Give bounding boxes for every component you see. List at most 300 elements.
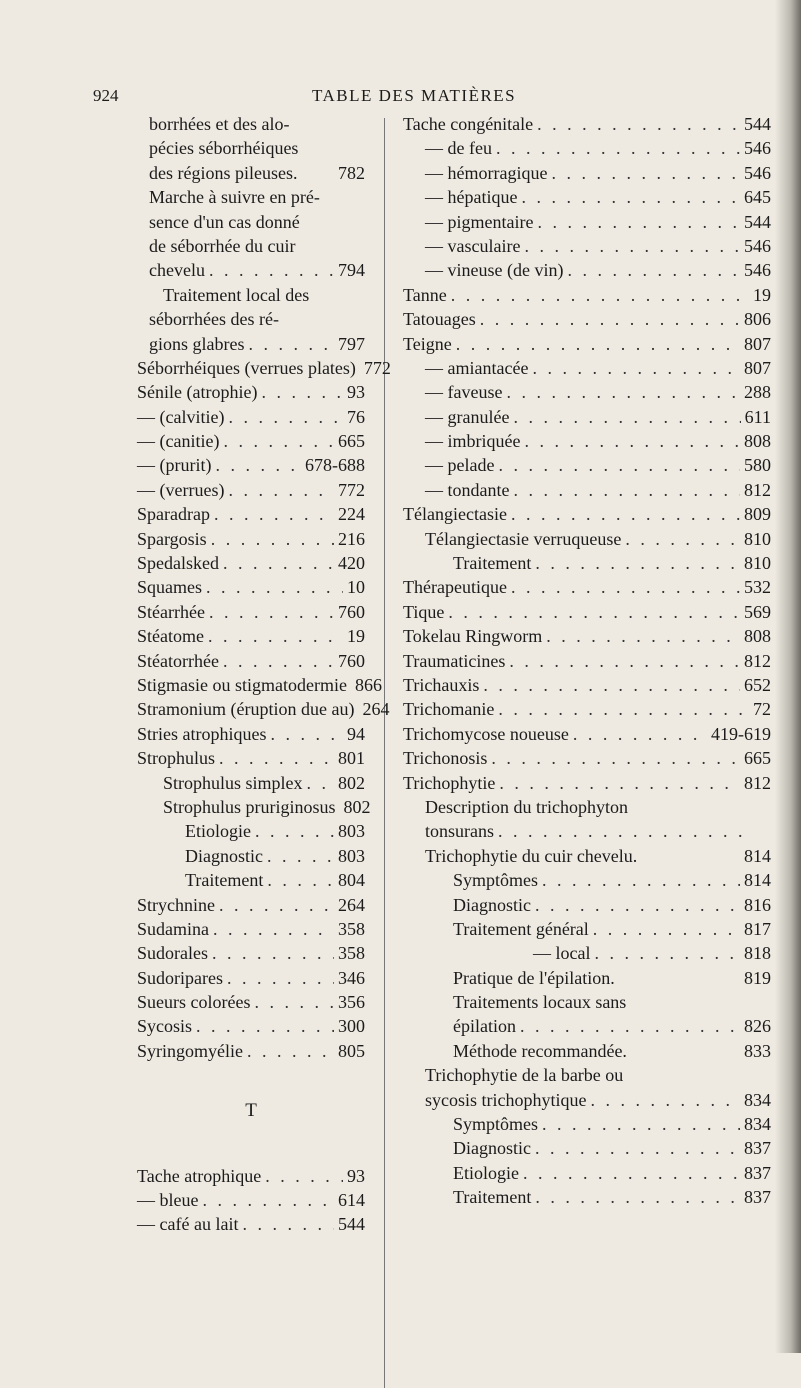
dot-leader [215, 453, 301, 477]
entry-term: — pigmentaire [425, 211, 534, 232]
dot-leader [209, 600, 334, 624]
index-entry [137, 210, 365, 234]
entry-term: Etiologie [453, 1162, 519, 1183]
index-entry [137, 161, 365, 185]
entry-term: sence d'un cas donné [149, 211, 300, 232]
entry-page-number: 808 [744, 626, 771, 647]
entry-term: Télangiectasie verruqueuse [425, 528, 622, 549]
entry-page-number: 812 [744, 772, 771, 793]
entry-page-number: 72 [753, 699, 771, 720]
entry-page-number: 794 [338, 260, 365, 281]
dot-leader [451, 283, 749, 307]
dot-leader [535, 551, 740, 575]
index-entry [403, 1088, 771, 1112]
dot-leader [209, 258, 334, 282]
dot-leader [513, 478, 740, 502]
entry-term: Sycosis [137, 1016, 193, 1037]
index-entry [403, 380, 771, 404]
entry-term: — faveuse [425, 382, 503, 403]
entry-page-number: 614 [338, 1190, 365, 1211]
dot-leader [498, 697, 749, 721]
entry-term: — granulée [425, 406, 510, 427]
entry-page-number: 866 [354, 674, 382, 695]
entry-term: Traitement [453, 553, 532, 574]
entry-page-number: 76 [347, 406, 365, 427]
entry-term: tonsurans [425, 821, 494, 842]
entry-term: Thérapeutique [403, 577, 507, 598]
index-entry [137, 307, 365, 331]
index-entry [137, 893, 365, 917]
dot-leader [219, 746, 334, 770]
entry-term: — hépatique [425, 187, 518, 208]
dot-leader [542, 868, 740, 892]
index-entry [137, 673, 382, 697]
entry-term: Strophulus simplex [163, 772, 303, 793]
entry-page-number: 356 [338, 992, 365, 1013]
index-entry [403, 429, 771, 453]
index-entry [403, 697, 771, 721]
entry-term: Stigmasie ou stigmatodermie [137, 674, 347, 695]
index-entry [403, 283, 771, 307]
dot-leader [248, 332, 334, 356]
dot-leader [590, 1088, 740, 1112]
entry-page-number: 816 [744, 894, 771, 915]
index-column-right [403, 112, 771, 1210]
dot-leader [267, 868, 334, 892]
dot-leader [212, 941, 334, 965]
index-entry [137, 234, 365, 258]
index-entry [137, 380, 365, 404]
index-entry [137, 1014, 365, 1038]
entry-page-number: 358 [338, 918, 365, 939]
entry-page-number: 10 [347, 577, 365, 598]
index-entry [137, 624, 365, 648]
dot-leader [448, 600, 740, 624]
entry-page-number: 19 [347, 626, 365, 647]
entry-term: Tanne [403, 284, 447, 305]
index-entry [403, 210, 771, 234]
index-entry [137, 649, 365, 673]
page-number: 924 [93, 86, 119, 105]
dot-leader [542, 1112, 740, 1136]
entry-term: Strophulus [137, 748, 216, 769]
dot-leader [247, 1039, 334, 1063]
entry-term: Spargosis [137, 528, 207, 549]
entry-term: — vineuse (de vin) [425, 260, 564, 281]
dot-leader [625, 527, 740, 551]
entry-term: Traumaticines [403, 650, 506, 671]
index-entry [137, 453, 365, 477]
index-entry [403, 356, 771, 380]
entry-term: — café au lait [137, 1214, 239, 1235]
index-entry [403, 868, 771, 892]
entry-term: Strophulus pruriginosus [163, 796, 336, 817]
dot-leader [594, 941, 740, 965]
dot-leader [242, 1212, 334, 1236]
dot-leader [523, 1161, 740, 1185]
dot-leader [270, 722, 343, 746]
index-entry [403, 893, 771, 917]
index-entry [137, 1039, 365, 1063]
index-entry [403, 1014, 771, 1038]
entry-page-number: 19 [753, 284, 771, 305]
entry-term: Stéatorrhée [137, 650, 219, 671]
index-entry [137, 697, 390, 721]
entry-term: Traitement [453, 1187, 532, 1208]
entry-term: Syringomyélie [137, 1040, 243, 1061]
index-entry [403, 332, 771, 356]
index-entry [403, 112, 771, 136]
entry-term: Etiologie [185, 821, 251, 842]
index-entry [137, 1188, 365, 1212]
entry-term: — imbriquée [425, 431, 521, 452]
index-entry [403, 771, 771, 795]
dot-leader [196, 1014, 334, 1038]
entry-term: Trichophytie du cuir chevelu. [425, 845, 638, 866]
entry-page-number: 346 [338, 967, 365, 988]
entry-term: — local [533, 943, 591, 964]
index-entry [137, 844, 365, 868]
entry-term: — (verrues) [137, 479, 225, 500]
dot-leader [223, 649, 334, 673]
index-entry [403, 819, 771, 843]
entry-term: Trichomanie [403, 699, 495, 720]
entry-term: Tique [403, 601, 445, 622]
entry-page-number: 826 [744, 1016, 771, 1037]
index-entry [403, 1063, 771, 1087]
dot-leader [535, 1136, 740, 1160]
index-entry [137, 1212, 365, 1236]
dot-leader [546, 624, 740, 648]
index-entry [137, 868, 365, 892]
entry-term: Tokelau Ringworm [403, 626, 543, 647]
index-entry [137, 551, 365, 575]
index-entry [137, 283, 365, 307]
entry-page-number: 264 [362, 699, 390, 720]
index-entry [137, 258, 365, 282]
entry-term: Symptômes [453, 870, 539, 891]
entry-page-number: 837 [744, 1162, 771, 1183]
section-spacer [137, 1134, 365, 1164]
entry-page-number: 803 [338, 821, 365, 842]
entry-term: Spedalsked [137, 553, 219, 574]
index-entry [403, 575, 771, 599]
index-entry [403, 453, 771, 477]
dot-leader [223, 429, 334, 453]
dot-leader [537, 210, 740, 234]
entry-page-number: 804 [338, 870, 365, 891]
dot-leader [499, 771, 740, 795]
entry-page-number: 834 [744, 1114, 771, 1135]
index-entry [403, 502, 771, 526]
page-edge-shadow [775, 0, 801, 1353]
entry-page-number: 546 [744, 235, 771, 256]
dot-leader [511, 502, 740, 526]
entry-term: Sparadrap [137, 504, 210, 525]
index-entry [403, 161, 771, 185]
entry-page-number: 782 [338, 162, 365, 183]
dot-leader [211, 527, 334, 551]
entry-term: Traitements locaux sans [453, 992, 627, 1013]
index-column-left [137, 112, 391, 1237]
entry-term: Trichonosis [403, 748, 488, 769]
entry-page-number: 532 [744, 577, 771, 598]
entry-page-number: 814 [744, 845, 771, 866]
entry-page-number: 93 [347, 1165, 365, 1186]
entry-page-number: 419-619 [711, 723, 771, 744]
entry-page-number: 802 [343, 796, 371, 817]
dot-leader [491, 746, 740, 770]
dot-leader [480, 307, 740, 331]
entry-term: Télangiectasie [403, 504, 507, 525]
dot-leader [524, 429, 740, 453]
entry-term: — de feu [425, 138, 492, 159]
running-title: TABLE DES MATIÈRES [312, 86, 517, 105]
entry-page-number: 807 [744, 333, 771, 354]
index-entry [137, 771, 365, 795]
index-entry [137, 527, 365, 551]
index-entry [137, 332, 365, 356]
dot-leader [208, 624, 343, 648]
entry-page-number: 837 [744, 1138, 771, 1159]
entry-term: Diagnostic [185, 845, 263, 866]
index-entry [403, 234, 771, 258]
index-entry [137, 990, 365, 1014]
index-entry [403, 746, 771, 770]
index-entry [403, 722, 771, 746]
entry-page-number: 797 [338, 333, 365, 354]
entry-page-number: 645 [744, 187, 771, 208]
index-entry [403, 405, 771, 429]
dot-leader [261, 380, 343, 404]
entry-page-number: 772 [363, 357, 391, 378]
index-entry [137, 966, 365, 990]
dot-leader [520, 1014, 740, 1038]
index-entry [403, 307, 771, 331]
index-entry [137, 136, 365, 160]
index-entry [137, 356, 391, 380]
entry-term: Stramonium (éruption due au) [137, 699, 355, 720]
entry-page-number: 810 [744, 528, 771, 549]
entry-term: Description du trichophyton [425, 796, 628, 817]
entry-term: Sudorales [137, 943, 208, 964]
entry-term: Trichauxis [403, 674, 480, 695]
index-entry [403, 551, 771, 575]
entry-page-number: 819 [744, 967, 771, 988]
index-entry [403, 478, 771, 502]
entry-term: Strychnine [137, 894, 215, 915]
entry-term: des régions pileuses. [149, 162, 298, 183]
entry-term: Sénile (atrophie) [137, 382, 258, 403]
dot-leader [227, 966, 334, 990]
index-entry [137, 795, 371, 819]
index-entry [137, 429, 365, 453]
entry-term: Pratique de l'épilation. [453, 967, 615, 988]
entry-page-number: 544 [338, 1214, 365, 1235]
entry-term: Tache atrophique [137, 1165, 262, 1186]
dot-leader [498, 453, 740, 477]
dot-leader [513, 405, 740, 429]
entry-term: Tatouages [403, 309, 476, 330]
entry-page-number: 812 [744, 479, 771, 500]
entry-term: Teigne [403, 333, 452, 354]
dot-leader [567, 258, 740, 282]
entry-page-number: 678-688 [305, 455, 365, 476]
entry-term: de séborrhée du cuir [149, 235, 296, 256]
entry-page-number: 665 [744, 748, 771, 769]
entry-page-number: 569 [744, 601, 771, 622]
index-entry [403, 1136, 771, 1160]
dot-leader [496, 136, 740, 160]
index-entry [403, 795, 771, 819]
entry-page-number: 288 [744, 382, 771, 403]
entry-page-number: 772 [338, 479, 365, 500]
entry-page-number: 546 [744, 138, 771, 159]
dot-leader [206, 575, 343, 599]
entry-term: Symptômes [453, 1114, 539, 1135]
entry-term: Tache congénitale [403, 114, 534, 134]
entry-term: — (canitie) [137, 431, 220, 452]
entry-term: Trichophytie [403, 772, 496, 793]
index-entry [137, 600, 365, 624]
index-entry [137, 405, 365, 429]
entry-term: chevelu [149, 260, 205, 281]
index-entry [403, 1112, 771, 1136]
dot-leader [511, 575, 740, 599]
entry-term: — vasculaire [425, 235, 521, 256]
dot-leader [255, 819, 334, 843]
index-entry [403, 649, 771, 673]
entry-term: — (calvitie) [137, 406, 225, 427]
entry-term: Trichomycose noueuse [403, 723, 569, 744]
entry-term: séborrhées des ré- [149, 309, 279, 330]
index-entry [403, 185, 771, 209]
entry-page-number: 760 [338, 650, 365, 671]
entry-term: Stries atrophiques [137, 723, 267, 744]
entry-term: Trichophytie de la barbe ou [425, 1065, 624, 1086]
entry-page-number: 93 [347, 382, 365, 403]
dot-leader [593, 917, 740, 941]
dot-leader [307, 771, 334, 795]
entry-page-number: 224 [338, 504, 365, 525]
dot-leader [265, 1164, 343, 1188]
section-spacer [137, 1063, 365, 1087]
index-entry [137, 185, 365, 209]
entry-page-number: 611 [744, 406, 771, 427]
entry-page-number: 94 [347, 723, 365, 744]
entry-term: borrhées et des alo- [149, 114, 290, 134]
entry-page-number: 812 [744, 650, 771, 671]
entry-term: — amiantacée [425, 357, 529, 378]
dot-leader [456, 332, 740, 356]
entry-page-number: 801 [338, 748, 365, 769]
index-entry [403, 1161, 771, 1185]
entry-page-number: 665 [338, 431, 365, 452]
entry-term: Diagnostic [453, 894, 531, 915]
entry-page-number: 216 [338, 528, 365, 549]
entry-term: Sueurs colorées [137, 992, 251, 1013]
dot-leader [223, 551, 334, 575]
column-divider [384, 118, 385, 1388]
index-entry [137, 1164, 365, 1188]
dot-leader [267, 844, 334, 868]
dot-leader [228, 405, 343, 429]
entry-term: Squames [137, 577, 202, 598]
entry-term: épilation [453, 1016, 516, 1037]
dot-leader [537, 112, 740, 136]
entry-page-number: 814 [744, 870, 771, 891]
index-entry [403, 917, 771, 941]
index-entry [403, 527, 771, 551]
entry-term: — pelade [425, 455, 495, 476]
entry-page-number: 805 [338, 1040, 365, 1061]
entry-term: Stéarrhée [137, 601, 205, 622]
entry-page-number: 420 [338, 553, 365, 574]
index-entry [137, 746, 365, 770]
entry-term: Séborrhéiques (verrues plates) [137, 357, 356, 378]
index-entry [403, 844, 771, 868]
dot-leader [524, 234, 740, 258]
index-entry [137, 502, 365, 526]
dot-leader [254, 990, 334, 1014]
dot-leader [573, 722, 707, 746]
dot-leader [535, 893, 740, 917]
entry-page-number: 652 [744, 674, 771, 695]
index-entry [137, 917, 365, 941]
index-entry [137, 722, 365, 746]
index-entry [137, 819, 365, 843]
entry-page-number: 818 [744, 943, 771, 964]
entry-term: Marche à suivre en pré- [149, 187, 320, 208]
index-entry [403, 673, 771, 697]
entry-page-number: 806 [744, 309, 771, 330]
entry-page-number: 264 [338, 894, 365, 915]
dot-leader [535, 1185, 740, 1209]
entry-term: Traitement local des [163, 284, 310, 305]
entry-term: Diagnostic [453, 1138, 531, 1159]
index-entry [403, 136, 771, 160]
dot-leader [228, 478, 334, 502]
entry-page-number: 580 [744, 455, 771, 476]
dot-leader [509, 649, 740, 673]
dot-leader [506, 380, 740, 404]
entry-term: pécies séborrhéiques [149, 138, 299, 159]
entry-term: gions glabres [149, 333, 245, 354]
index-entry [403, 258, 771, 282]
entry-page-number: 546 [744, 260, 771, 281]
entry-page-number: 544 [744, 114, 771, 134]
entry-page-number: 837 [744, 1187, 771, 1208]
index-entry [137, 112, 365, 136]
entry-term: Sudamina [137, 918, 209, 939]
index-entry [403, 600, 771, 624]
entry-term: Stéatome [137, 626, 204, 647]
dot-leader [213, 917, 334, 941]
index-entry [403, 1185, 771, 1209]
index-entry [137, 941, 365, 965]
dot-leader [483, 673, 740, 697]
index-entry [403, 624, 771, 648]
index-entry [403, 941, 771, 965]
entry-term: Méthode recommandée. [453, 1040, 627, 1061]
dot-leader [551, 161, 740, 185]
entry-term: — tondante [425, 479, 510, 500]
entry-term: Traitement [185, 870, 264, 891]
entry-page-number: 833 [744, 1040, 771, 1061]
entry-page-number: 809 [744, 504, 771, 525]
dot-leader [498, 819, 749, 843]
entry-page-number: 807 [744, 357, 771, 378]
